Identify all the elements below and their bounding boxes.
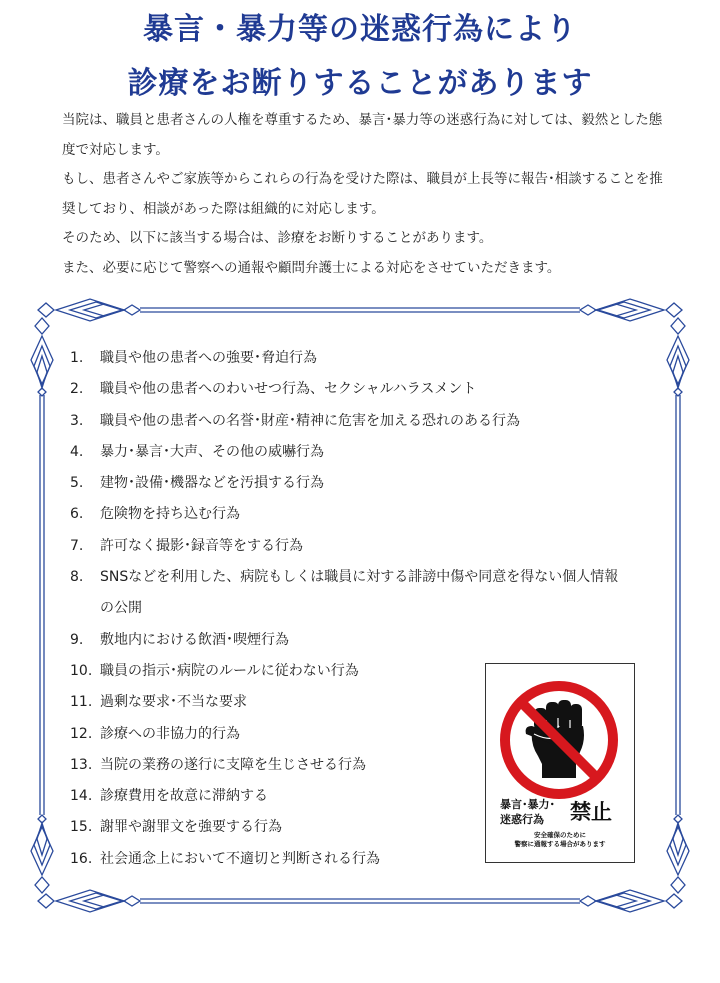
list-item: [70, 531, 630, 562]
item-text: SNSなどを利用した、病院もしくは職員に対する誹謗中傷や同意を得ない個人情報の公開: [100, 569, 619, 617]
item-text: 許可なく撮影･録音等をする行為: [100, 537, 303, 554]
ornament-top-left: [38, 299, 140, 321]
list-item: [70, 499, 630, 530]
item-number: 3.: [70, 412, 84, 429]
list-item: [70, 562, 630, 625]
item-text: 謝罪や謝罪文を強要する行為: [100, 819, 282, 836]
item-number: 16.: [70, 850, 93, 867]
item-text: 当院の業務の遂行に支障を生じさせる行為: [100, 756, 366, 773]
item-number: 9.: [70, 631, 84, 648]
intro-paragraph: もし、患者さんやご家族等からこれらの行為を受けた際は、職員が上長等に報告･相談することを推奨しており、相談があった際は組織的に対応します。: [62, 171, 663, 217]
sign-main-line2: 迷惑行為: [500, 813, 544, 826]
list-item: [70, 437, 630, 468]
sign-sub-line2: 警察に通報する場合があります: [514, 840, 606, 848]
item-number: 12.: [70, 725, 93, 742]
sign-sub-line1: 安全確保のために: [534, 831, 586, 839]
item-text: 危険物を持ち込む行為: [100, 506, 240, 523]
page-title-line1: 暴言・暴力等の迷惑行為により: [143, 12, 577, 47]
item-number: 11.: [70, 694, 93, 711]
sign-sub-text: [486, 831, 634, 849]
item-number: 10.: [70, 662, 93, 679]
item-number: 6.: [70, 506, 84, 523]
ornament-top-right: [580, 299, 682, 321]
item-text: 職員や他の患者への名誉･財産･精神に危害を加える恐れのある行為: [100, 412, 520, 429]
sign-prohibit-text: 禁止: [570, 800, 612, 824]
item-text: 暴力･暴言･大声、その他の威嚇行為: [100, 443, 324, 460]
violence-prohibited-sign: [485, 663, 635, 863]
item-number: 8.: [70, 569, 84, 586]
item-text: 診療費用を故意に滞納する: [100, 788, 268, 805]
intro-paragraph: そのため、以下に該当する場合は、診療をお断りすることがあります。: [62, 230, 493, 247]
item-number: 7.: [70, 537, 84, 554]
intro-paragraph: また、必要に応じて警察への通報や顧問弁護士による対応をさせていただきます。: [62, 259, 561, 276]
item-text: 職員や他の患者への強要･脅迫行為: [100, 350, 317, 366]
item-number: 14.: [70, 788, 93, 805]
intro-paragraph: 当院は、職員と患者さんの人権を尊重するため、暴言･暴力等の迷惑行為に対しては、毅然とした態度で対応します。: [62, 112, 663, 158]
item-number: 15.: [70, 819, 93, 836]
item-text: 診療への非協力的行為: [100, 725, 240, 742]
item-number: 1.: [70, 350, 84, 366]
sign-main-text: [500, 797, 555, 827]
item-number: 5.: [70, 475, 84, 492]
item-number: 13.: [70, 756, 93, 773]
item-text: 職員や他の患者へのわいせつ行為、セクシャルハラスメント: [100, 381, 477, 398]
item-text: 職員の指示･病院のルールに従わない行為: [100, 662, 359, 679]
ornament-left-top: [31, 318, 53, 396]
ornament-bottom-right: [580, 890, 682, 912]
list-item: [70, 406, 630, 437]
ornament-bottom-left: [38, 890, 140, 912]
list-item: [70, 625, 630, 656]
ornament-left-bottom: [31, 815, 53, 893]
item-text: 社会通念上において不適切と判断される行為: [100, 850, 380, 867]
ornament-right-top: [667, 318, 689, 396]
item-text: 建物･設備･機器などを汚損する行為: [100, 475, 324, 492]
page-title-line2: 診療をお断りすることがあります: [127, 66, 593, 101]
item-number: 2.: [70, 381, 84, 398]
list-item: [70, 374, 630, 405]
item-text: 敷地内における飲酒･喫煙行為: [100, 631, 289, 648]
list-item: [70, 468, 630, 499]
intro-text: [62, 106, 672, 284]
ornament-right-bottom: [667, 815, 689, 893]
item-number: 4.: [70, 443, 84, 460]
list-item: [70, 343, 630, 374]
item-text: 過剰な要求･不当な要求: [100, 694, 247, 711]
sign-main-line1: 暴言･暴力･: [500, 798, 555, 811]
